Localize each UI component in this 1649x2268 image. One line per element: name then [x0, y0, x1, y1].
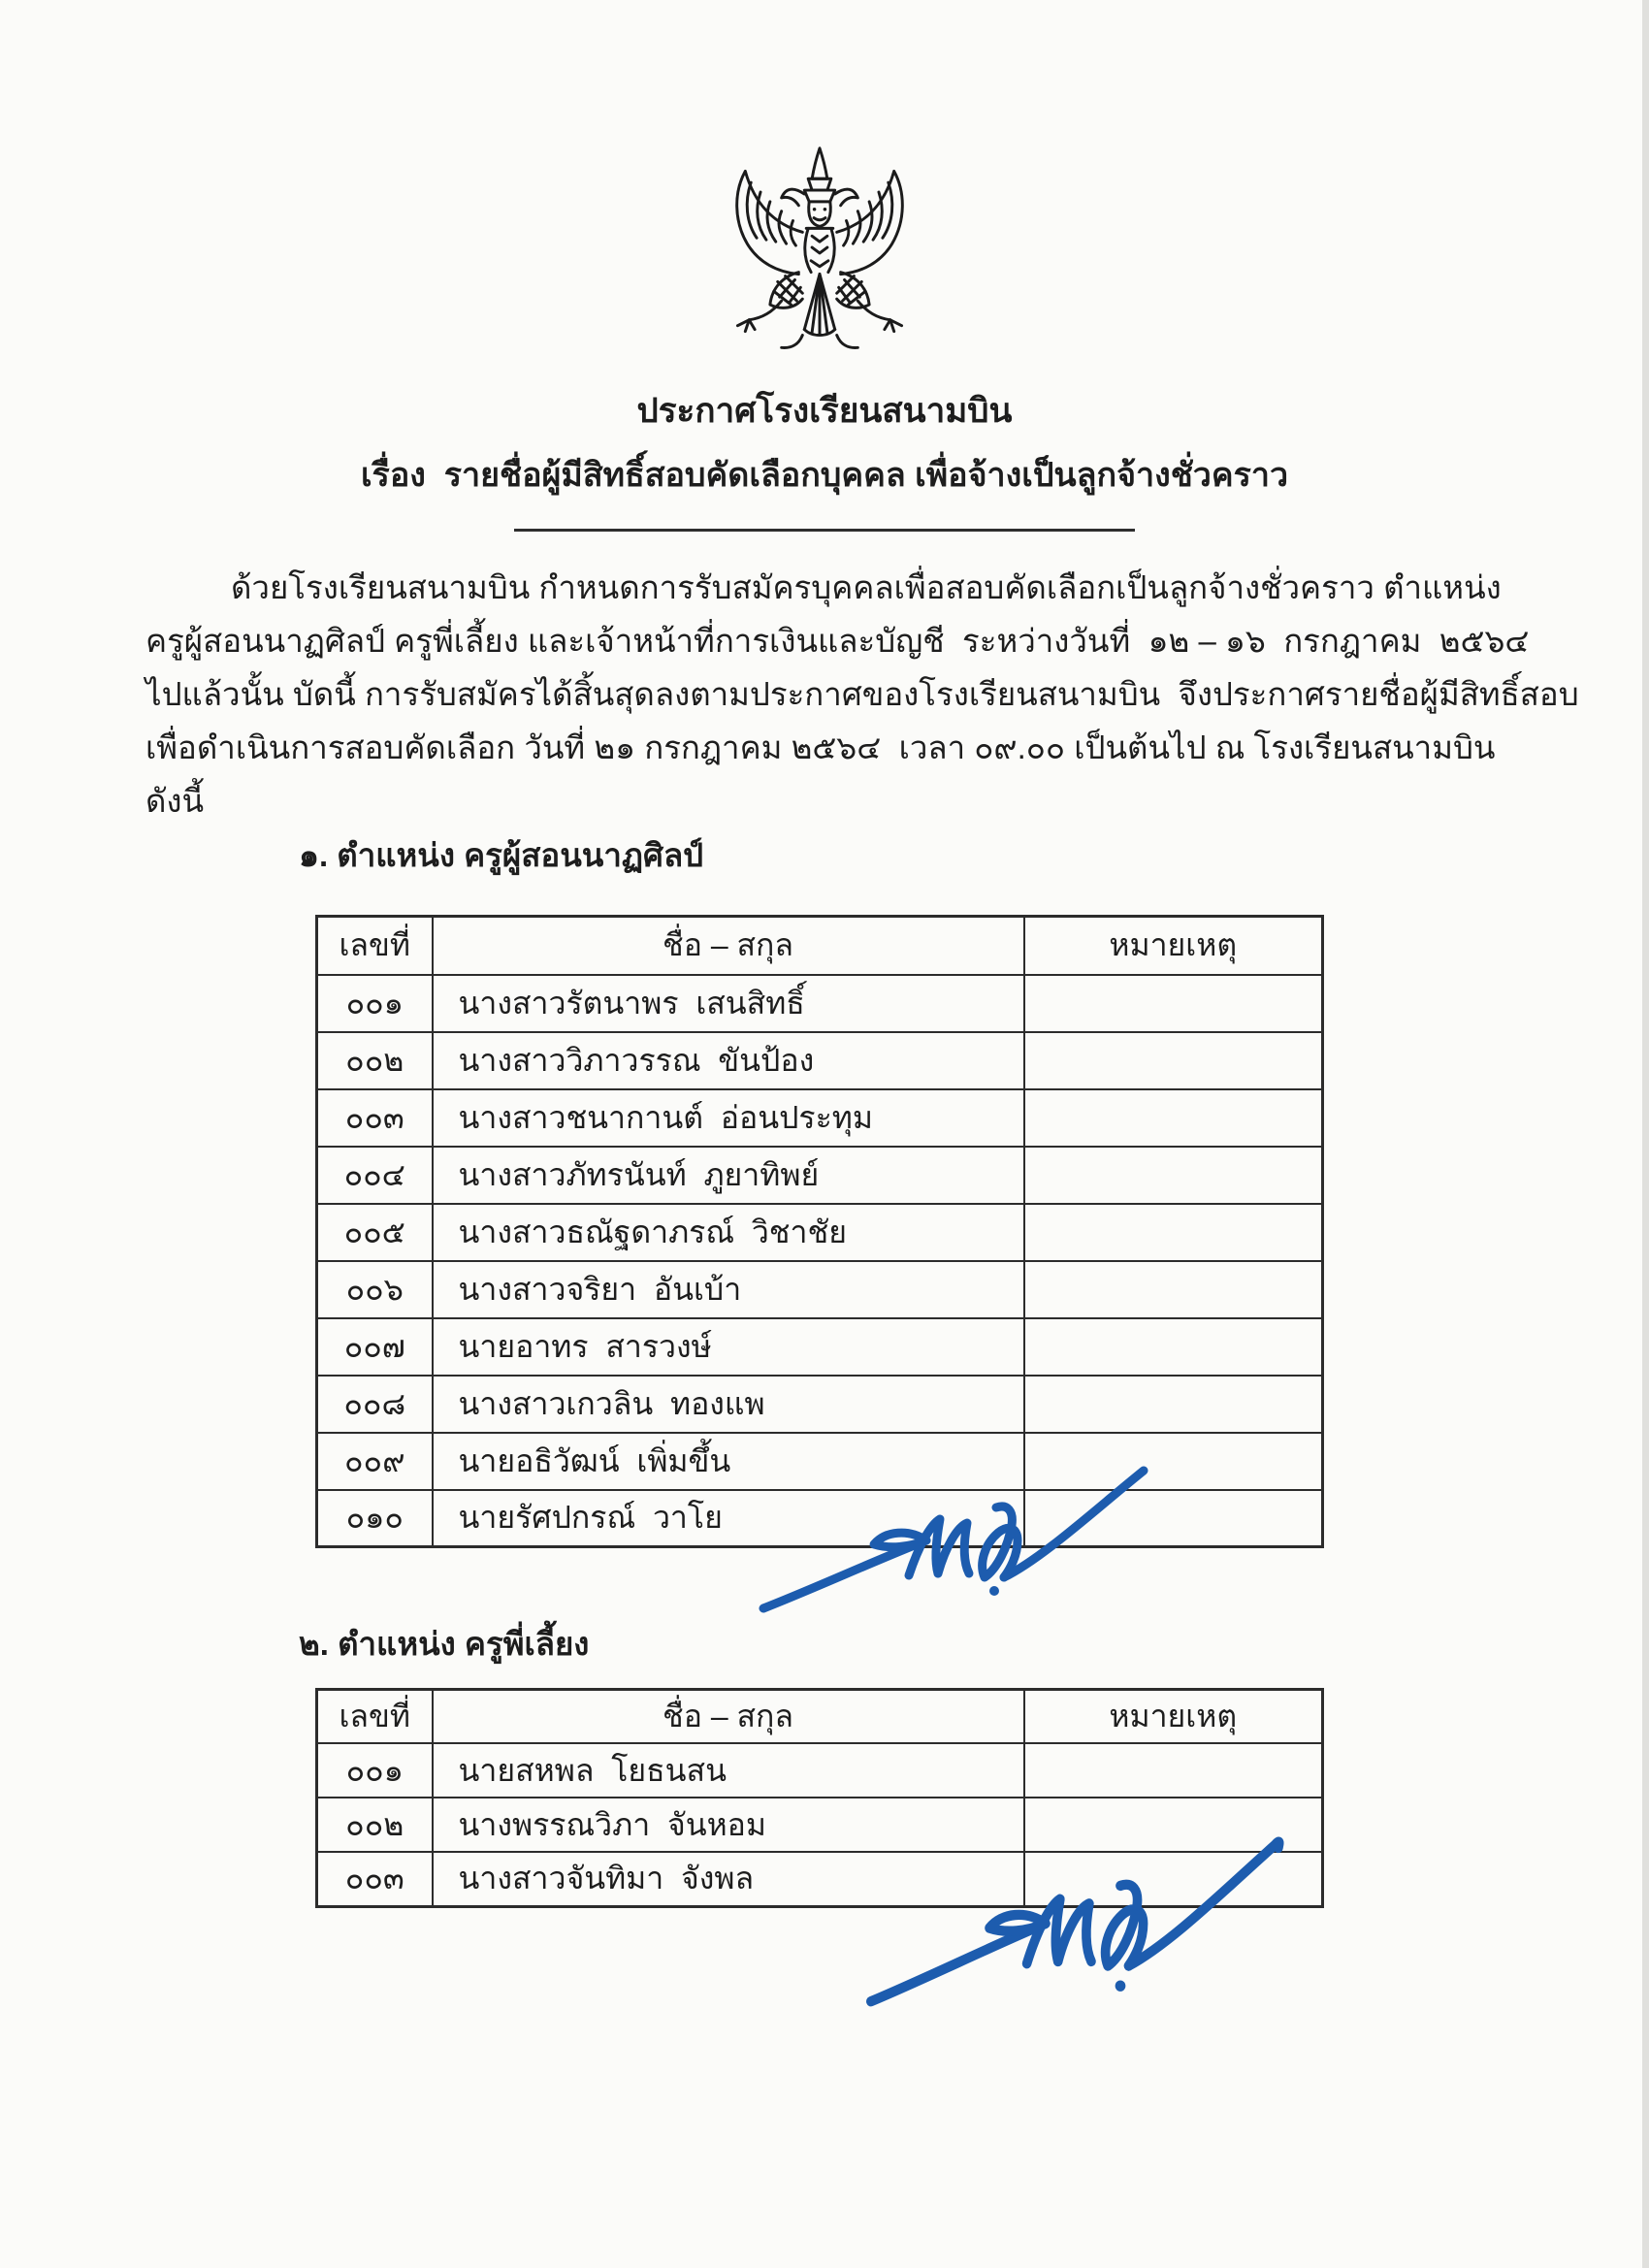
- page-title: ประกาศโรงเรียนสนามบิน: [636, 392, 1013, 430]
- cell-note: [1024, 1261, 1323, 1318]
- cell-name: นายอธิวัฒน์ เพิ่มขึ้น: [433, 1433, 1024, 1490]
- cell-name: นางสาวจันทิมา จังพล: [433, 1852, 1024, 1906]
- body-line-5: ดังนี้: [146, 783, 205, 819]
- body-line-2: ครูผู้สอนนาฏศิลป์ ครูพี่เลี้ยง และเจ้าหน้าที่การเงินและบัญชี ระหว่างวันที่ ๑๒ – ๑๖ กรกฎาคม ๒๕๖๔: [146, 623, 1530, 659]
- cell-no: ๐๐๑: [317, 975, 433, 1032]
- cell-name: นายอาทร สารวงษ์: [433, 1318, 1024, 1376]
- table-row: [317, 1376, 1323, 1433]
- cell-note: [1024, 1852, 1323, 1906]
- body-line-4: เพื่อดำเนินการสอบคัดเลือก วันที่ ๒๑ กรกฎาคม ๒๕๖๔ เวลา ๐๙.๐๐ เป็นต้นไป ณ โรงเรียนสนามบิน: [146, 729, 1496, 765]
- cell-note: [1024, 975, 1323, 1032]
- cell-no: ๐๑๐: [317, 1490, 433, 1547]
- cell-no: ๐๐๖: [317, 1261, 433, 1318]
- table-row: [317, 1089, 1323, 1147]
- cell-note: [1024, 1318, 1323, 1376]
- cell-name: นางสาวชนากานต์ อ่อนประทุม: [433, 1089, 1024, 1147]
- cell-name: นางสาวจริยา อันเบ้า: [433, 1261, 1024, 1318]
- table-row: [317, 1433, 1323, 1490]
- cell-note: [1024, 1032, 1323, 1089]
- table-row: [317, 1798, 1323, 1852]
- cell-no: ๐๐๒: [317, 1798, 433, 1852]
- section-1-heading: ๑. ตำแหน่ง ครูผู้สอนนาฏศิลป์: [299, 837, 704, 873]
- body-line-3: ไปแล้วนั้น บัดนี้ การรับสมัครได้สิ้นสุดลงตามประกาศของโรงเรียนสนามบิน จึงประกาศรายชื่อผู้มีสิทธิ์สอบ: [146, 676, 1579, 712]
- garuda-emblem-icon: [705, 136, 934, 367]
- header-cell-note: หมายเหตุ: [1024, 1690, 1323, 1744]
- cell-no: ๐๐๘: [317, 1376, 433, 1433]
- cell-note: [1024, 1490, 1323, 1547]
- cell-no: ๐๐๓: [317, 1852, 433, 1906]
- header-cell-note: หมายเหตุ: [1024, 917, 1323, 975]
- cell-note: [1024, 1089, 1323, 1147]
- cell-name: นางสาวรัตนาพร เสนสิทธิ์: [433, 975, 1024, 1032]
- table-row: [317, 1147, 1323, 1204]
- body-line-1: ด้วยโรงเรียนสนามบิน กำหนดการรับสมัครบุคคลเพื่อสอบคัดเลือกเป็นลูกจ้างชั่วคราว ตำแหน่ง: [231, 569, 1502, 605]
- cell-no: ๐๐๒: [317, 1032, 433, 1089]
- cell-note: [1024, 1433, 1323, 1490]
- header-cell-no: เลขที่: [317, 1690, 433, 1744]
- table-row: [317, 1852, 1323, 1906]
- table-header-row: [317, 1690, 1323, 1744]
- subject-divider: [514, 529, 1135, 532]
- roster-table-1: [315, 915, 1324, 1548]
- cell-name: นางสาวเกวลิน ทองแพ: [433, 1376, 1024, 1433]
- section-2-heading: ๒. ตำแหน่ง ครูพี่เลี้ยง: [299, 1626, 590, 1662]
- table-row: [317, 1490, 1323, 1547]
- cell-note: [1024, 1204, 1323, 1261]
- cell-no: ๐๐๑: [317, 1743, 433, 1798]
- cell-name: นายรัศปกรณ์ วาโย: [433, 1490, 1024, 1547]
- cell-no: ๐๐๔: [317, 1147, 433, 1204]
- table-row: [317, 1743, 1323, 1798]
- cell-name: นางสาววิภาวรรณ ขันป้อง: [433, 1032, 1024, 1089]
- cell-name: นางพรรณวิภา จันหอม: [433, 1798, 1024, 1852]
- roster-table-2: [315, 1688, 1324, 1908]
- header-cell-no: เลขที่: [317, 917, 433, 975]
- cell-name: นายสหพล โยธนสน: [433, 1743, 1024, 1798]
- page-subject: เรื่อง รายชื่อผู้มีสิทธิ์สอบคัดเลือกบุคคล เพื่อจ้างเป็นลูกจ้างชั่วคราว: [360, 457, 1289, 494]
- table-row: [317, 1032, 1323, 1089]
- cell-no: ๐๐๓: [317, 1089, 433, 1147]
- cell-no: ๐๐๗: [317, 1318, 433, 1376]
- table-row: [317, 1261, 1323, 1318]
- header-cell-name: ชื่อ – สกุล: [433, 1690, 1024, 1744]
- table-row: [317, 1318, 1323, 1376]
- cell-no: ๐๐๙: [317, 1433, 433, 1490]
- cell-note: [1024, 1798, 1323, 1852]
- cell-name: นางสาวธณัฐดาภรณ์ วิชาชัย: [433, 1204, 1024, 1261]
- header-cell-name: ชื่อ – สกุล: [433, 917, 1024, 975]
- cell-note: [1024, 1376, 1323, 1433]
- table-row: [317, 1204, 1323, 1261]
- scan-edge-shade: [1642, 0, 1649, 2268]
- cell-name: นางสาวภัทรนันท์ ภูยาทิพย์: [433, 1147, 1024, 1204]
- cell-no: ๐๐๕: [317, 1204, 433, 1261]
- table-row: [317, 975, 1323, 1032]
- body-paragraph: [146, 561, 1579, 827]
- cell-note: [1024, 1743, 1323, 1798]
- cell-note: [1024, 1147, 1323, 1204]
- table-header-row: [317, 917, 1323, 975]
